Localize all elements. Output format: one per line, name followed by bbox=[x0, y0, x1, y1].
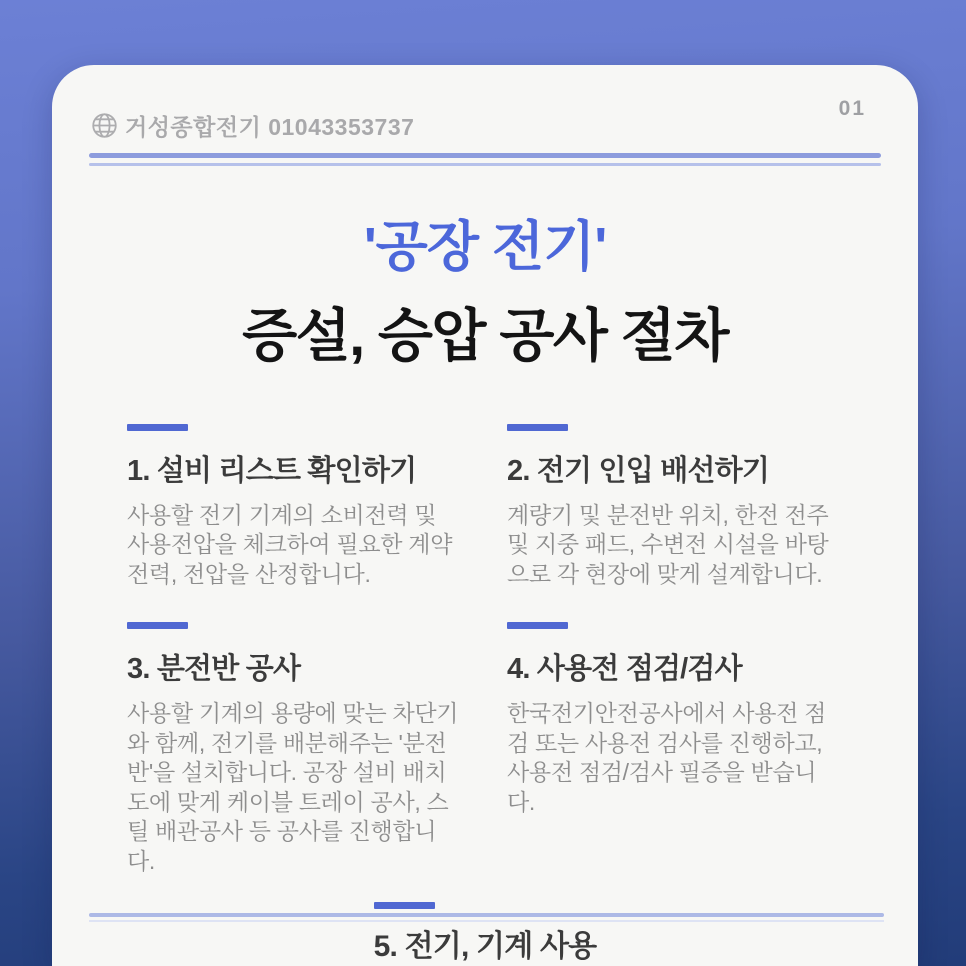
step-3 bbox=[127, 622, 463, 876]
bottom-divider bbox=[89, 913, 884, 917]
page-title bbox=[89, 204, 881, 372]
step-5 bbox=[89, 902, 881, 965]
divider-line-thin bbox=[89, 163, 881, 166]
step-3-heading: 3. 분전반 공사 bbox=[127, 653, 301, 686]
header-divider bbox=[89, 153, 881, 166]
step-5-heading: 5. 전기, 기계 사용 bbox=[373, 929, 597, 963]
card-header bbox=[89, 109, 881, 142]
info-card bbox=[52, 65, 918, 966]
step-3-body: 사용할 기계의 용량에 맞는 차단기와 함께, 전기를 배분해주는 '분전반'을 설치합니다. 공장 설비 배치도에 맞게 케이블 트레이 공사, 스틸 배관공사 등 공사를 진행합니다. bbox=[127, 700, 459, 874]
card-content bbox=[52, 65, 918, 966]
step-4-body: 한국전기안전공사에서 사용전 점검 또는 사용전 검사를 진행하고, 사용전 점검/검사 필증을 받습니다. bbox=[507, 700, 827, 815]
step-accent-bar bbox=[127, 622, 188, 629]
step-2-heading: 2. 전기 인입 배선하기 bbox=[507, 455, 770, 487]
step-accent-bar bbox=[374, 902, 435, 909]
step-accent-bar bbox=[507, 622, 568, 629]
step-1-body: 사용할 전기 기계의 소비전력 및 사용전압을 체크하여 필요한 계약 전력, 전압을 산정합니다. bbox=[127, 502, 453, 587]
step-accent-bar bbox=[127, 424, 188, 431]
step-accent-bar bbox=[507, 424, 568, 431]
page-number: 01 bbox=[838, 97, 866, 120]
step-1-heading: 1. 설비 리스트 확인하기 bbox=[127, 455, 417, 487]
step-4-heading: 4. 사용전 점검/검사 bbox=[507, 653, 742, 686]
step-5-block bbox=[374, 902, 597, 965]
step-2 bbox=[507, 424, 843, 589]
globe-icon bbox=[91, 112, 118, 139]
step-2-body: 계량기 및 분전반 위치, 한전 전주 및 지중 패드, 수변전 시설을 바탕으로 각 현장에 맞게 설계합니다. bbox=[507, 502, 829, 587]
divider-line-thick bbox=[89, 153, 881, 158]
steps-grid bbox=[127, 424, 843, 876]
step-1 bbox=[127, 424, 463, 589]
title-main: 증설, 승압 공사 절차 bbox=[242, 304, 728, 368]
title-highlight: '공장 전기' bbox=[363, 217, 607, 277]
company-name: 거성종합전기 01043353737 bbox=[125, 114, 415, 140]
step-4 bbox=[507, 622, 843, 876]
